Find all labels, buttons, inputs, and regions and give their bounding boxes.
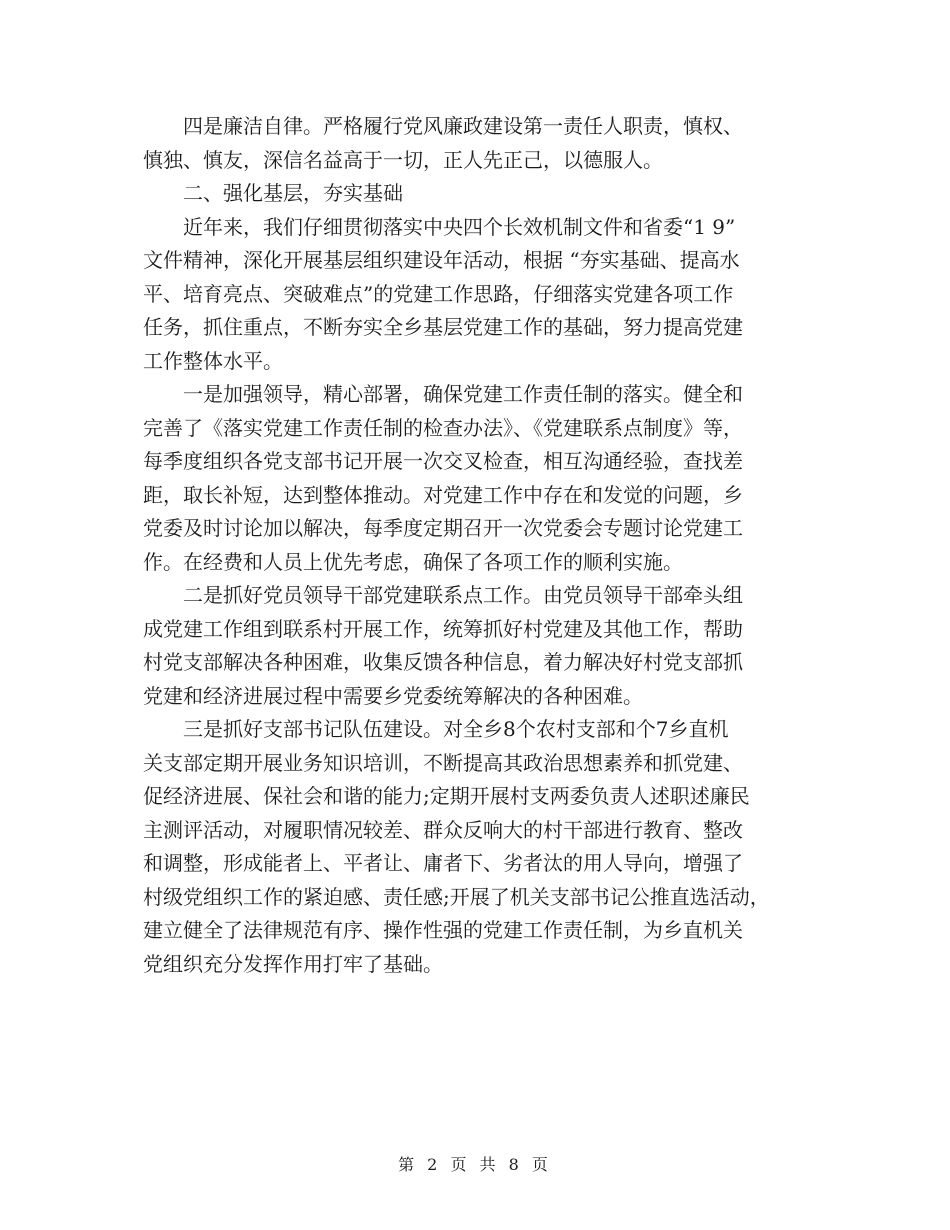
- text-line: 主测评活动，对履职情况较差、群众反响大的村干部进行教育、整改: [143, 817, 743, 842]
- text-line: 村级党组织工作的紧迫感、责任感;开展了机关支部书记公推直选活动，: [143, 884, 770, 909]
- text-line: 三是抓好支部书记队伍建设。对全乡8个农村支部和个7乡直机: [183, 717, 729, 741]
- text-line: 关支部定期开展业务知识培训，不断提高其政治思想素养和抓党建、: [143, 750, 743, 775]
- text-line: 作。在经费和人员上优先考虑，确保了各项工作的顺利实施。: [143, 549, 683, 574]
- text-line: 和调整，形成能者上、平者让、庸者下、劣者汰的用人导向，增强了: [143, 851, 743, 875]
- text-line: 党委及时讨论加以解决，每季度定期召开一次党委会专题讨论党建工: [143, 516, 743, 540]
- text-line: 近年来，我们仔细贯彻落实中央四个长效机制文件和省委“1 9”: [183, 214, 736, 239]
- text-line: 任务，抓住重点，不断夯实全乡基层党建工作的基础，努力提高党建: [143, 315, 743, 339]
- page-number-footer: 第 2 页 共 8 页: [398, 1155, 552, 1174]
- text-line: 二、强化基层，夯实基础: [183, 181, 403, 205]
- text-line: 建立健全了法律规范有序、操作性强的党建工作责任制，为乡直机关: [143, 918, 743, 942]
- text-line: 平、培育亮点、突破难点”的党建工作思路，仔细落实党建各项工作: [143, 281, 734, 306]
- text-line: 四是廉洁自律。严格履行党风廉政建设第一责任人职责，慎权、: [183, 114, 743, 138]
- text-line: 村党支部解决各种困难，收集反馈各种信息，着力解决好村党支部抓: [143, 650, 743, 674]
- text-line: 文件精神，深化开展基层组织建设年活动，根据 “夯实基础、提高水: [143, 248, 740, 272]
- text-line: 每季度组织各党支部书记开展一次交叉检查，相互沟通经验，查找差: [143, 449, 743, 473]
- text-line: 成党建工作组到联系村开展工作，统筹抓好村党建及其他工作，帮助: [143, 616, 743, 641]
- text-line: 慎独、慎友，深信名益高于一切，正人先正己，以德服人。: [143, 147, 663, 172]
- text-line: 二是抓好党员领导干部党建联系点工作。由党员领导干部牵头组: [183, 583, 743, 607]
- document-body: [143, 110, 813, 981]
- text-line: 距，取长补短，达到整体推动。对党建工作中存在和发觉的问题，乡: [143, 482, 743, 507]
- text-line: 党建和经济进展过程中需要乡党委统筹解决的各种困难。: [143, 683, 643, 708]
- text-line: 党组织充分发挥作用打牢了基础。: [143, 951, 443, 976]
- text-line: 一是加强领导，精心部署，确保党建工作责任制的落实。健全和: [183, 382, 743, 406]
- text-line: 促经济进展、保社会和谐的能力;定期开展村支两委负责人述职述廉民: [143, 784, 750, 808]
- text-line: 完善了《落实党建工作责任制的检查办法》、《党建联系点制度》等，: [143, 415, 743, 440]
- text-line: 工作整体水平。: [143, 348, 283, 373]
